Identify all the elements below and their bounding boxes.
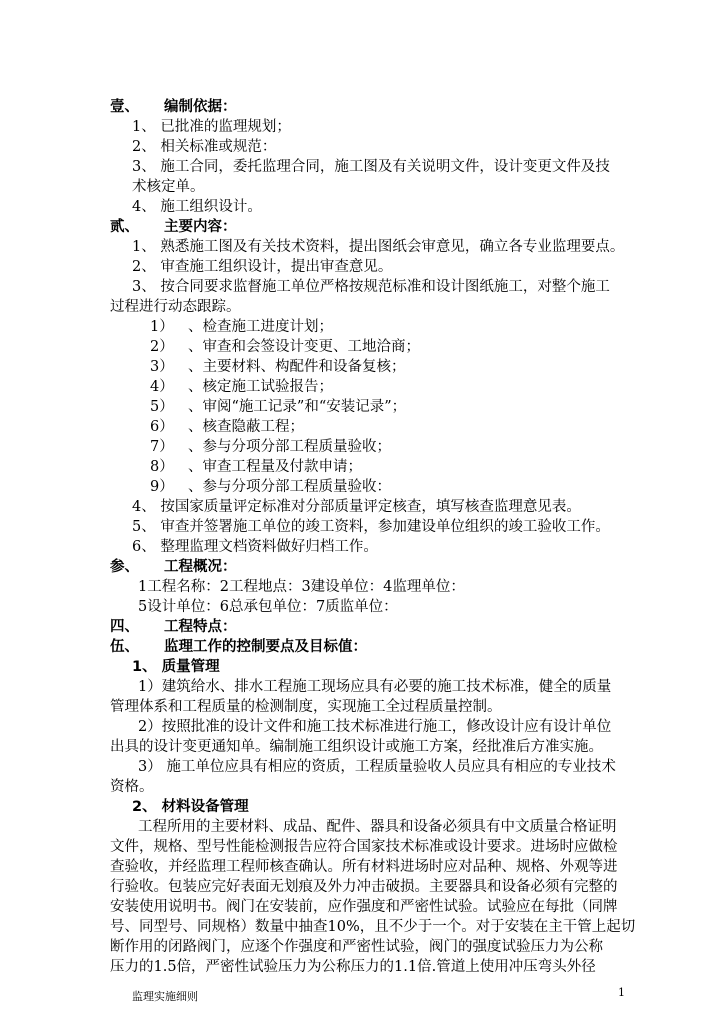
s2-sub-2-text: 、审查和会签设计变更、工地洽商；	[188, 339, 420, 355]
section-3-number: 参、	[110, 559, 139, 575]
s2-sub-5-text: 、审阅“施工记录”和“安装记录”；	[188, 399, 407, 415]
s2-sub-6-num: 6）	[150, 419, 174, 435]
s2-sub-1-num: 1）	[150, 319, 174, 335]
section-4-number: 四、	[110, 619, 139, 635]
material-line-1: 工程所用的主要材料、成品、配件、器具和设备必须具有中文质量合格证明	[138, 819, 617, 835]
s2-item-3-cont: 过程进行动态跟踪。	[110, 299, 241, 315]
section-4-title: 工程特点：	[164, 619, 237, 635]
s2-item-1: 1、 熟悉施工图及有关技术资料，提出图纸会审意见，确立各专业监理要点。	[132, 239, 625, 255]
s2-sub-7-num: 7）	[150, 439, 174, 455]
section-1-heading	[110, 97, 237, 117]
s2-sub-6	[150, 417, 304, 437]
section-5-heading	[110, 637, 367, 657]
quality-line-1: 1）建筑给水、排水工程施工现场应具有必要的施工技术标准，健全的质量	[138, 679, 612, 695]
quality-line-2: 管理体系和工程质量的检测制度，实现施工全过程质量控制。	[110, 699, 502, 715]
footer-title: 监理实施细则	[132, 990, 198, 1003]
s2-sub-2-num: 2）	[150, 339, 174, 355]
s2-sub-3-text: 、主要材料、构配件和设备复核；	[188, 359, 406, 375]
s2-sub-3-num: 3）	[150, 359, 174, 375]
s2-item-2: 2、 审查施工组织设计，提出审查意见。	[132, 259, 393, 275]
s2-sub-3	[150, 357, 406, 377]
s2-sub-4	[150, 377, 333, 397]
s2-sub-9-num: 9）	[150, 479, 174, 495]
s1-item-3: 3、 施工合同，委托监理合同，施工图及有关说明文件，设计变更文件及技	[132, 159, 610, 175]
section-1-title: 编制依据：	[164, 99, 237, 115]
material-line-3: 查验收，并经监理工程师核查确认。所有材料进场时应对品种、规格、外观等进	[110, 859, 618, 875]
section-5-title: 监理工作的控制要点及目标值：	[164, 639, 367, 655]
material-line-2: 文件，规格、型号性能检测报告应符合国家技术标准或设计要求。进场时应做检	[110, 839, 618, 855]
quality-line-4: 出具的设计变更通知单。编制施工组织设计或施工方案，经批准后方准实施。	[110, 739, 603, 755]
s2-item-4: 4、 按国家质量评定标准对分部质量评定核查，填写核查监理意见表。	[132, 499, 581, 515]
s2-item-5: 5、 审查并签署施工单位的竣工资料，参加建设单位组织的竣工验收工作。	[132, 519, 610, 535]
quality-line-5: 3） 施工单位应具有相应的资质，工程质量验收人员应具有相应的专业技术	[138, 759, 616, 775]
s1-item-3-cont: 术核定单。	[132, 179, 205, 195]
s3-line-2: 5设计单位：6总承包单位：7质监单位：	[138, 599, 398, 615]
quality-line-6: 资格。	[110, 779, 154, 795]
s2-sub-4-num: 4）	[150, 379, 174, 395]
s2-sub-7-text: 、参与分项分部工程质量验收；	[188, 439, 391, 455]
s3-line-1: 1工程名称：2工程地点：3建设单位：4监理单位：	[138, 579, 465, 595]
s2-sub-7	[150, 437, 391, 457]
s2-sub-9	[150, 477, 391, 497]
s1-item-2: 2、 相关标准或规范：	[132, 139, 277, 155]
page-number: 1	[618, 986, 625, 999]
section-2-title: 主要内容：	[164, 219, 237, 235]
material-line-8: 压力的1.5倍，严密性试验压力为公称压力的1.1倍.管道上使用冲压弯头外径	[110, 959, 596, 975]
section-3-title: 工程概况：	[164, 559, 237, 575]
material-line-7: 断作用的闭路阀门，应逐个作强度和严密性试验，阀门的强度试验压力为公称	[110, 939, 603, 955]
s2-sub-8-num: 8）	[150, 459, 174, 475]
section-1-number: 壹、	[110, 99, 139, 115]
section-4-heading	[110, 617, 237, 637]
s2-item-6: 6、 整理监理文档资料做好归档工作。	[132, 539, 378, 555]
s2-sub-9-text: 、参与分项分部工程质量验收：	[188, 479, 391, 495]
quality-management-heading: 1、 质量管理	[132, 659, 220, 675]
s2-item-3: 3、 按合同要求监督施工单位严格按规范标准和设计图纸施工，对整个施工	[132, 279, 610, 295]
s2-sub-2	[150, 337, 420, 357]
s1-item-1: 1、 已批准的监理规划；	[132, 119, 291, 135]
s2-sub-8	[150, 457, 362, 477]
s2-sub-1	[150, 317, 333, 337]
s2-sub-6-text: 、核查隐蔽工程；	[188, 419, 304, 435]
s2-sub-5-num: 5）	[150, 399, 174, 415]
quality-line-3: 2）按照批准的设计文件和施工技术标准进行施工，修改设计应有设计单位	[138, 719, 612, 735]
material-line-6: 号、同型号、同规格）数量中抽查10%，且不少于一个。对于安装在主干管上起切	[110, 919, 636, 935]
s2-sub-1-text: 、检查施工进度计划；	[188, 319, 333, 335]
material-management-heading: 2、 材料设备管理	[132, 799, 249, 815]
section-2-number: 贰、	[110, 219, 139, 235]
material-line-4: 行验收。包装应完好表面无划痕及外力冲击破损。主要器具和设备必须有完整的	[110, 879, 618, 895]
s2-sub-4-text: 、核定施工试验报告；	[188, 379, 333, 395]
s2-sub-5	[150, 397, 406, 417]
section-3-heading	[110, 557, 237, 577]
section-5-number: 伍、	[110, 639, 139, 655]
s1-item-4: 4、 施工组织设计。	[132, 199, 262, 215]
material-line-5: 安装使用说明书。阀门在安装前，应作强度和严密性试验。试验应在每批（同牌	[110, 899, 618, 915]
s2-sub-8-text: 、审查工程量及付款申请；	[188, 459, 362, 475]
section-2-heading	[110, 217, 237, 237]
